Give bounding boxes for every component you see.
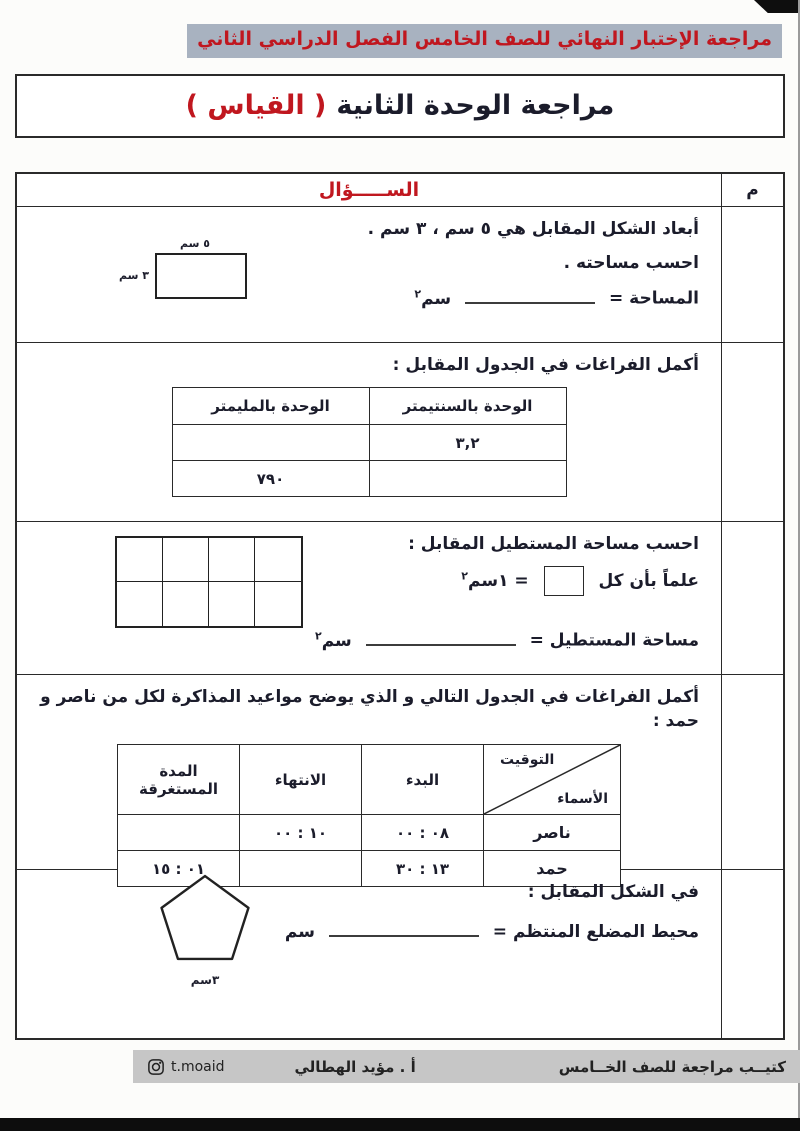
- q2-cell-mm-1: [172, 425, 369, 461]
- column-header-question: الســـــؤال: [318, 178, 420, 201]
- q1-rectangle-shape: [155, 253, 247, 299]
- q3-note-sup: ٢: [461, 569, 469, 583]
- q3-unit-sup: ٢: [315, 629, 322, 643]
- q1-statement: أبعاد الشكل المقابل هي ٥ سم ، ٣ سم .: [367, 218, 699, 239]
- scan-edge-bottom: [0, 1118, 800, 1131]
- q5-pentagon-figure: [145, 872, 265, 987]
- q3-content: [17, 522, 721, 674]
- footer-bar: [133, 1050, 800, 1083]
- q4-col-end: الانتهاء: [240, 745, 362, 815]
- q5-unit: سم: [284, 922, 315, 943]
- q4-end-1: ١٠ : ٠٠: [240, 815, 362, 851]
- grid-cell: [209, 538, 255, 582]
- unit-title-highlight: ( القياس ): [185, 90, 327, 122]
- q5-prompt: في الشكل المقابل :: [527, 881, 699, 902]
- q3-number-cell: [721, 522, 783, 674]
- q1-answer-label: المساحة =: [608, 288, 699, 309]
- q4-content: [17, 675, 721, 879]
- q4-duration-2: ٠١ : ١٥: [118, 851, 240, 887]
- q3-unit-grid-figure: [115, 536, 303, 628]
- q3-note-after: [461, 571, 528, 591]
- q2-col-millimeter: الوحدة بالمليمتر: [172, 388, 369, 425]
- pentagon-shape: [153, 872, 257, 968]
- q1-rect-height-label: ٣ سم: [119, 269, 149, 283]
- grid-cell: [163, 538, 209, 582]
- grid-cell: [117, 582, 163, 626]
- footer-booklet-label: كتيــب مراجعة للصف الخــامس: [558, 1057, 786, 1076]
- q1-instruction: احسب مساحته .: [563, 253, 699, 274]
- q1-content: [17, 207, 721, 342]
- instagram-icon: [147, 1058, 165, 1076]
- q5-number-cell: [721, 870, 783, 1038]
- q4-name-1: ناصر: [484, 815, 621, 851]
- grid-cell: [163, 582, 209, 626]
- grid-cell: [117, 538, 163, 582]
- questions-table: [15, 172, 785, 1040]
- q2-content: [17, 343, 721, 521]
- q2-cell-mm-2: ٧٩٠: [172, 461, 369, 497]
- instagram-handle: t.moaid: [171, 1058, 225, 1075]
- q4-schedule-table: [117, 744, 621, 887]
- q4-col-start: البدء: [362, 745, 484, 815]
- q4-duration-1: [118, 815, 240, 851]
- questions-table-header: [17, 174, 783, 206]
- q5-answer-blank: [329, 926, 479, 937]
- q5-answer-line: [39, 920, 699, 945]
- grid-cell: [255, 582, 301, 626]
- q1-rectangle-figure: [117, 237, 247, 299]
- q4-corner-cell: [484, 745, 621, 815]
- q5-answer-label: محيط المضلع المنتظم =: [492, 922, 699, 943]
- q3-unit-base: سم: [321, 631, 352, 652]
- q2-cell-cm-1: ٣,٢: [369, 425, 566, 461]
- unit-title-box: [15, 74, 785, 138]
- q2-header-row: [172, 388, 566, 425]
- q2-data-row-2: [172, 461, 566, 497]
- q4-prompt: أكمل الفراغات في الجدول التالي و الذي يوضح مواعيد المذاكرة لكل من ناصر و حمد :: [40, 686, 699, 732]
- q2-number-cell: [721, 343, 783, 521]
- q1-number-cell: [721, 207, 783, 342]
- q3-answer-line: [39, 628, 699, 653]
- q4-header-row: [118, 745, 621, 815]
- grid-cell: [209, 582, 255, 626]
- q2-data-row-1: [172, 425, 566, 461]
- question-row-1: [17, 206, 783, 342]
- q2-cell-cm-2: [369, 461, 566, 497]
- q3-unit: [315, 631, 352, 651]
- q2-col-centimeter: الوحدة بالسنتيمتر: [369, 388, 566, 425]
- question-row-4: [17, 674, 783, 879]
- q2-prompt: أكمل الفراغات في الجدول المقابل :: [392, 354, 699, 375]
- column-header-number: م: [721, 174, 783, 206]
- q4-corner-top-label: التوقيت: [500, 752, 555, 769]
- q1-answer-blank: [465, 292, 595, 303]
- q4-start-2: ١٣ : ٣٠: [362, 851, 484, 887]
- question-row-2: [17, 342, 783, 521]
- q5-side-label: ٣سم: [190, 972, 220, 987]
- q1-unit-base: سم: [421, 288, 452, 309]
- q1-unit-sup: ٢: [414, 287, 422, 301]
- q3-prompt: احسب مساحة المستطيل المقابل :: [408, 533, 699, 554]
- q1-rect-width-label: ٥ سم: [180, 236, 210, 250]
- question-row-5: [17, 869, 783, 1038]
- q3-unit-square: [544, 566, 584, 596]
- footer-author: أ . مؤيد الهطالي: [294, 1057, 416, 1076]
- unit-title-text: مراجعة الوحدة الثانية: [336, 90, 615, 122]
- q3-note-before: علماً بأن كل: [598, 571, 699, 592]
- scan-corner-artifact: [754, 0, 800, 13]
- q4-row-nasser: [118, 815, 621, 851]
- q5-content: [17, 870, 721, 1038]
- q4-corner-bottom-label: الأسماء: [557, 791, 608, 808]
- q4-col-duration: المدة المستغرقة: [118, 745, 240, 815]
- q4-number-cell: [721, 675, 783, 869]
- q3-answer-label: مساحة المستطيل =: [529, 631, 699, 652]
- question-row-3: [17, 521, 783, 674]
- q4-name-2: حمد: [484, 851, 621, 887]
- q4-start-1: ٠٨ : ٠٠: [362, 815, 484, 851]
- page-header-banner: مراجعة الإختبار النهائي للصف الخامس الفصل الدراسي الثاني: [187, 24, 782, 58]
- q3-note-after-text: = ١سم: [468, 571, 529, 592]
- grid-cell: [255, 538, 301, 582]
- q3-answer-blank: [366, 635, 516, 646]
- q2-units-table: [172, 387, 567, 497]
- q1-unit: [414, 289, 451, 309]
- footer-instagram: [147, 1058, 225, 1076]
